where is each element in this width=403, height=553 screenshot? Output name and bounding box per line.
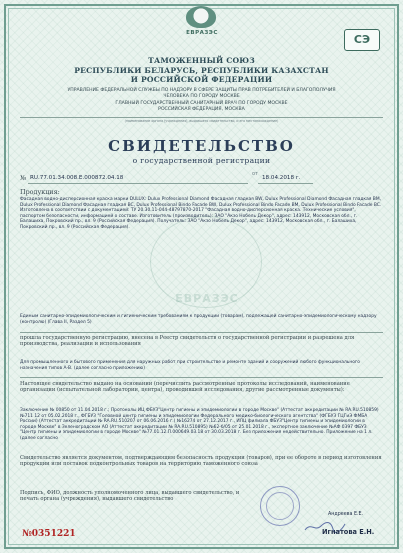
registration-statement: прошла государственную регистрацию, внесена в Реестр свидетельств о государственной регистрации и разрешена для производства, реализации и использования <box>20 335 355 348</box>
watermark-text: ЕВРАЗЭС <box>175 292 239 305</box>
brand-label: ЕВРАЗЭС <box>186 30 218 36</box>
signatory-name-small: Андреева Е.Е. <box>328 512 364 517</box>
authority-line: РОССИЙСКАЯ ФЕДЕРАЦИЯ, МОСКВА <box>158 106 245 112</box>
reg-number: RU.77.01.34.008.Е.000872.04.18 <box>30 175 124 181</box>
basis-statement: Настоящее свидетельство выдано на основании (перечислить рассмотренные протоколы исследований, наименование организации (испытательной лаборатории, центра), проводившей исследования, другие рассмотренные документы): <box>20 381 350 394</box>
usage-text: Для промышленного и бытового применения для наружных работ при строительстве и ремонте зданий и сооружений любого функционального назначения типов А-В. (далее согласно приложению) <box>20 360 360 371</box>
union-line: РЕСПУБЛИКИ БЕЛАРУСЬ, РЕСПУБЛИКИ КАЗАХСТАН <box>74 65 329 75</box>
reg-number-prefix: № <box>20 174 27 182</box>
reg-date-prefix: от <box>252 171 258 177</box>
union-header <box>20 56 383 85</box>
product-label: Продукция: <box>20 188 60 196</box>
union-line: ТАМОЖЕННЫЙ СОЮЗ <box>148 56 255 65</box>
obligation-statement: Свидетельство является документом, подтверждающим безопасность продукции (товаров), при ее обороте в период изготовления продукции или поставок подконтрольных товаров на территорию таможенного союза <box>20 455 382 468</box>
authority-rule <box>20 117 383 118</box>
authority-caption: (наименование органа (учреждения), выдавшего свидетельство, и его местонахождение) <box>124 119 279 123</box>
signatory-caption: Подпись, ФИО, должность уполномоченного лица, выдавшего свидетельство, и печать органа (учреждения), выдавшего свидетельство <box>20 490 240 503</box>
official-stamp <box>260 486 300 526</box>
reg-number-rule <box>28 183 248 184</box>
authority-line: УПРАВЛЕНИЕ ФЕДЕРАЛЬНОЙ СЛУЖБЫ ПО НАДЗОРУ В СФЕРЕ ЗАЩИТЫ ПРАВ ПОТРЕБИТЕЛЕЙ И БЛАГОПОЛУЧИЯ <box>67 88 336 93</box>
product-description: Фасадная водно-дисперсионная краска марки DULUX: Dulux Professional Diamond Фасадная гладкая BW, Dulux Professional Diamond Фасадная гладкая BM, Dulux Professional Diamond Фасадная гладкая BC, Dulux Professional Bindo Facade BW, Dulux Professional Bindo Facade BM, Dulux Professional Bindo Facade BC. Изготовлена в соответствии с документацией: ТУ 20.30.11-044-48797870-2017 "Фасадная водно-дисперсионная краска. Технические условия", паспортом безопасности, информацией о составе. Изготовитель (производитель): ЗАО "Акзо Нобель Декор", адрес: 143912, Московская обл., г. Балашиха, Покровский пр., вл. 9 (Российская Федерация). Получатель: ЗАО "Акзо Нобель Декор", адрес: 143912, Московская обл., г. Балашиха, Покровский пр., вл. 9 (Российская Федерация). <box>20 197 382 230</box>
reg-date: 18.04.2018 г. <box>262 175 301 181</box>
compliance-text: Единым санитарно-эпидемиологическим и гигиеническим требованиям к продукции (товарам), подлежащей санитарно-эпидемиологическому надзору (контролю) (Глава II, Раздел 5) <box>20 314 377 325</box>
serial-number: №0351221 <box>22 529 76 539</box>
authority-line: ГЛАВНЫЙ ГОСУДАРСТВЕННЫЙ САНИТАРНЫЙ ВРАЧ ПО ГОРОДУ МОСКВЕ <box>115 100 288 106</box>
compliance-rule <box>20 332 383 333</box>
se-logo-icon: СЭ <box>344 29 380 51</box>
usage-rule <box>20 377 383 378</box>
eurasec-emblem-icon <box>186 6 216 28</box>
documents-list: Заключение № 00850 от 11.04.2018 г.; Протоколы ИЦ ФБУЗ"Центр гигиены и эпидемиологии в городе Москве" (Аттестат аккредитации № RA.RU.510859) №711 12 от 05.02.2018 г., ФГБУЗ "Головной центр гигиены и эпидемиологии Федерального медико-биологического агентства" (ФГБУЗ ГЦГиЭ ФМБА России) (Аттестат аккредитации № RA.RU.510207 от 06.06.2016 г.) №16274 от 27.12.2017 г., ИЛЦ филиала ФБУЗ"Центр гигиены и эпидемиологии в городе Москве" в Зеленоградском АО (Аттестат аккредитации № RA.RU.510895) №62-б/05 от 25.01.2018 г., экспертное заключение №АФ 0397 ФБУЗ "Центр гигиены и эпидемиологии в городе Москве" №77.01.12.П.000649.03.18 от 30.03.2018 г. Без приложения недействительно. Приложение на 1 л. (далее согласно <box>20 408 379 441</box>
certificate-title: СВИДЕТЕЛЬСТВО <box>108 137 295 155</box>
reg-date-rule <box>258 183 313 184</box>
certificate-subtitle: о государственной регистрации <box>132 156 271 165</box>
union-line: И РОССИЙСКОЙ ФЕДЕРАЦИИ <box>130 75 273 84</box>
issuing-authority <box>20 88 383 113</box>
signatory-name: Игнатова Е.Н. <box>322 528 375 536</box>
authority-line: ЧЕЛОВЕКА ПО ГОРОДУ МОСКВЕ <box>163 94 240 100</box>
